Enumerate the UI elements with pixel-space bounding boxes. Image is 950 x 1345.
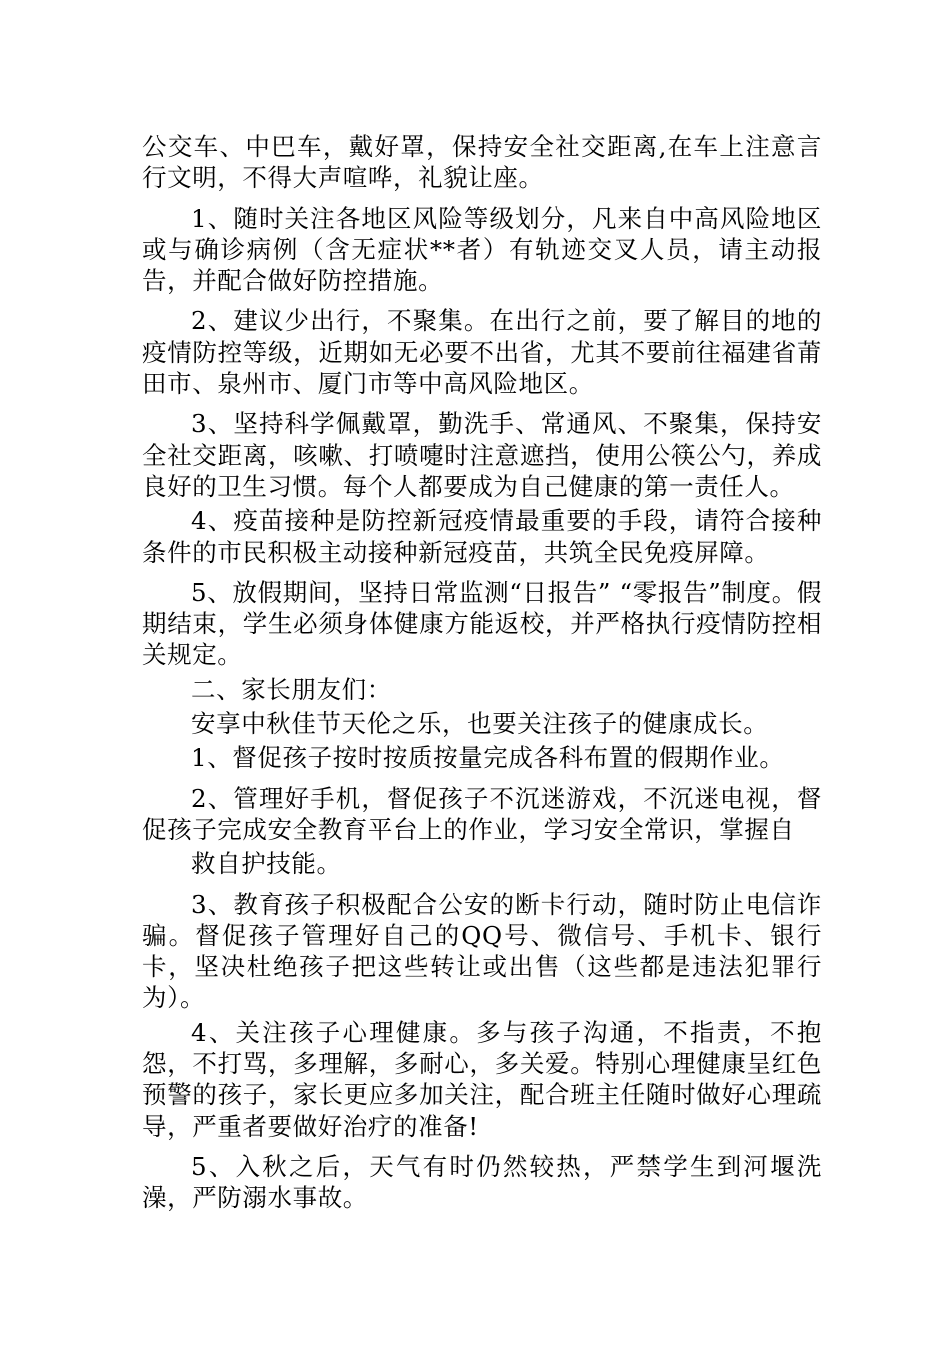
paragraph-parent-item-2-continuation: 救自护技能。	[191, 849, 342, 879]
paragraph-item-5-reporting: 5、放假期间，坚持日常监测“日报告” “零报告”制度。假期结束，学生必须身体健康方能返校，并严格执行疫情防控相关规定。	[142, 577, 822, 670]
paragraph-transport: 公交车、中巴车，戴好罩，保持安全社交距离,在车上注意言行文明，不得大声喧哗，礼貌让座。	[142, 132, 822, 193]
paragraph-parent-item-1-homework: 1、督促孩子按时按质按量完成各科布置的假期作业。	[191, 743, 785, 773]
paragraph-item-3-hygiene: 3、坚持科学佩戴罩，勤洗手、常通风、不聚集，保持安全社交距离，咳嗽、打喷嚏时注意遮挡，使用公筷公勺，养成良好的卫生习惯。每个人都要成为自己健康的第一责任人。	[142, 409, 822, 501]
section-heading-parents: 二、家长朋友们：	[191, 674, 392, 704]
paragraph-parent-item-3-fraud: 3、教育孩子积极配合公安的断卡行动，随时防止电信诈骗。督促孩子管理好自己的QQ号、微信号、手机卡、银行卡，坚决杜绝孩子把这些转让或出售（这些都是违法犯罪行为）。	[142, 889, 822, 1013]
paragraph-parents-intro: 安享中秋佳节天伦之乐，也要关注孩子的健康成长。	[191, 709, 769, 739]
paragraph-parent-item-2-phone: 2、管理好手机，督促孩子不沉迷游戏，不沉迷电视，督促孩子完成安全教育平台上的作业，学习安全常识，掌握自	[142, 783, 822, 844]
paragraph-item-4-vaccine: 4、疫苗接种是防控新冠疫情最重要的手段，请符合接种条件的市民积极主动接种新冠疫苗，共筑全民免疫屏障。	[142, 506, 822, 567]
paragraph-parent-item-5-drowning: 5、入秋之后，天气有时仍然较热，严禁学生到河堰洗澡，严防溺水事故。	[142, 1151, 822, 1213]
paragraph-item-1-risk-report: 1、随时关注各地区风险等级划分，凡来自中高风险地区或与确诊病例（含无症状**者）有轨迹交叉人员，请主动报告，并配合做好防控措施。	[142, 203, 822, 296]
paragraph-parent-item-4-mental-health: 4、关注孩子心理健康。多与孩子沟通，不指责，不抱怨，不打骂，多理解，多耐心，多关爱。特别心理健康呈红色预警的孩子，家长更应多加关注，配合班主任随时做好心理疏导，严重者要做好治疗的准备!	[142, 1017, 822, 1141]
paragraph-item-2-travel: 2、建议少出行，不聚集。在出行之前，要了解目的地的疫情防控等级，近期如无必要不出省，尤其不要前往福建省莆田市、泉州市、厦门市等中高风险地区。	[142, 306, 822, 399]
document-body	[142, 131, 822, 1214]
